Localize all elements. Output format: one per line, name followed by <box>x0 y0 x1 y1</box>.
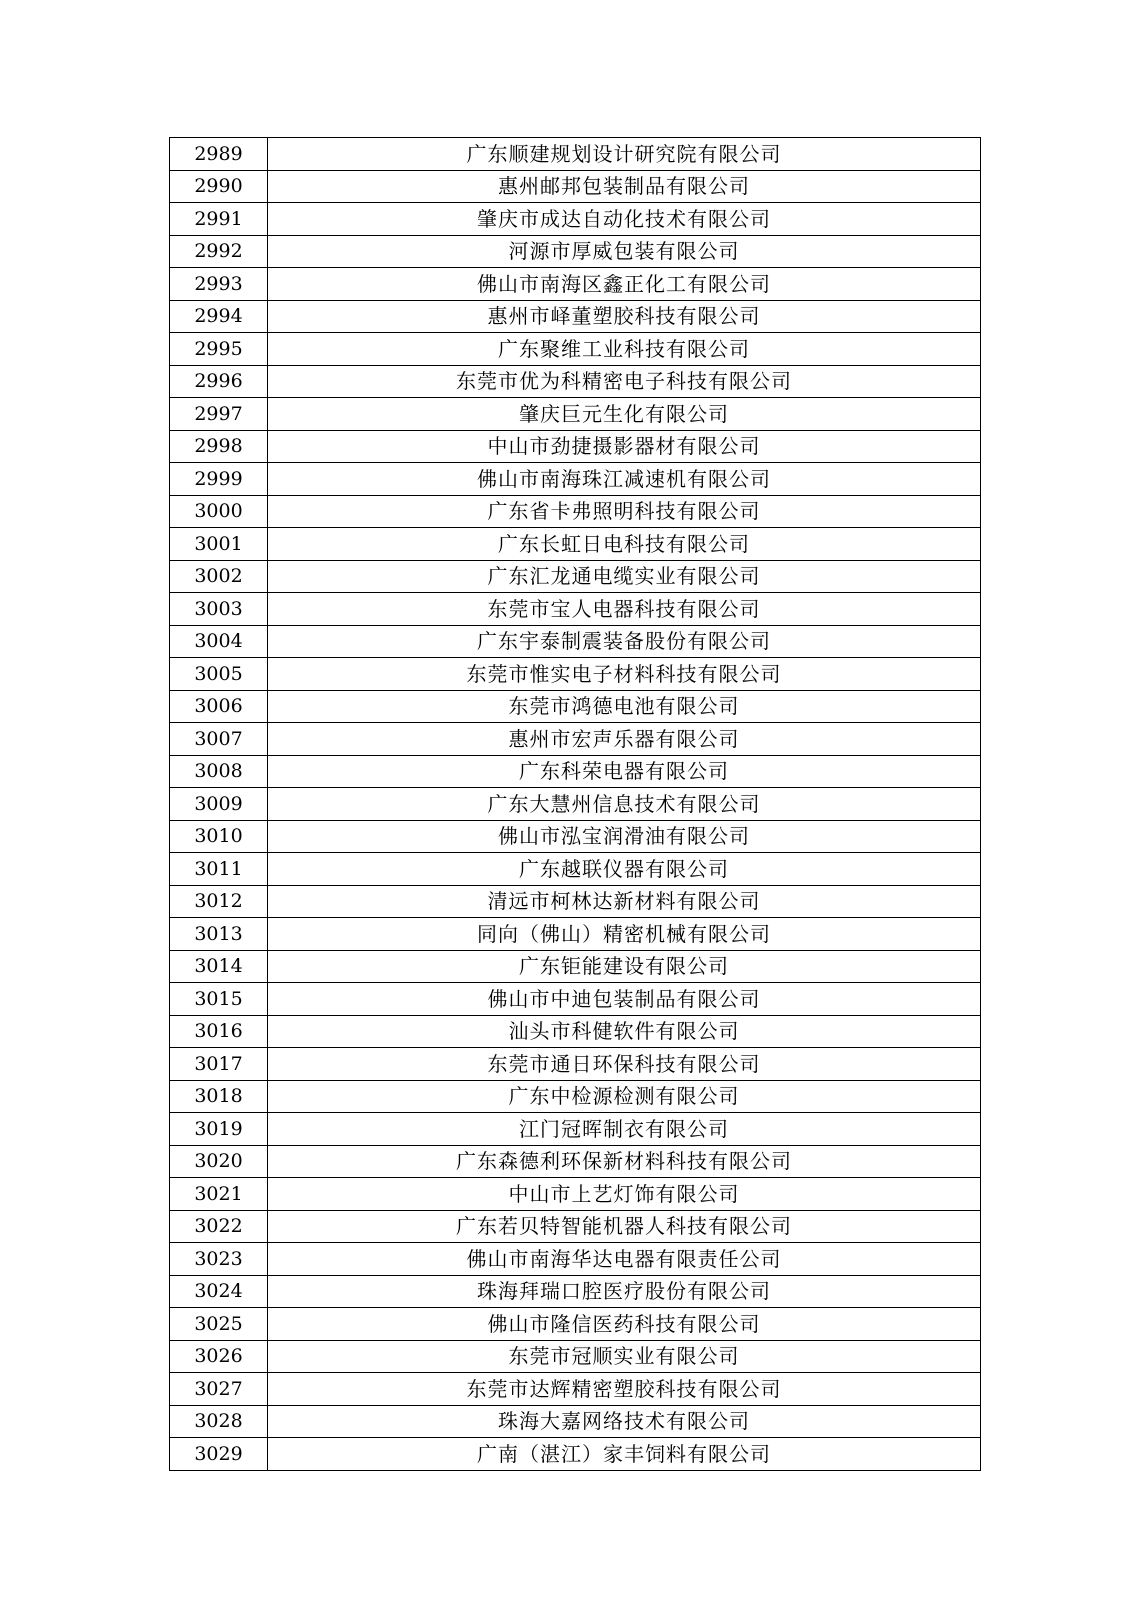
row-number-cell: 3015 <box>170 983 268 1016</box>
row-number-cell: 3000 <box>170 495 268 528</box>
table-row <box>170 1080 981 1113</box>
table-row <box>170 365 981 398</box>
row-number-cell: 3007 <box>170 723 268 756</box>
row-number-cell: 3017 <box>170 1048 268 1081</box>
company-name-cell: 广东顺建规划设计研究院有限公司 <box>268 138 981 171</box>
company-name-cell: 江门冠晖制衣有限公司 <box>268 1113 981 1146</box>
company-name-cell: 佛山市南海区鑫正化工有限公司 <box>268 268 981 301</box>
row-number-cell: 3022 <box>170 1210 268 1243</box>
table-row <box>170 885 981 918</box>
company-name-cell: 肇庆巨元生化有限公司 <box>268 398 981 431</box>
row-number-cell: 2998 <box>170 430 268 463</box>
row-number-cell: 3012 <box>170 885 268 918</box>
table-row <box>170 1275 981 1308</box>
row-number-cell: 3005 <box>170 658 268 691</box>
row-number-cell: 2999 <box>170 463 268 496</box>
row-number-cell: 2995 <box>170 333 268 366</box>
table-row <box>170 1178 981 1211</box>
table-row <box>170 170 981 203</box>
table-row <box>170 300 981 333</box>
table-row <box>170 1373 981 1406</box>
company-name-cell: 广东聚维工业科技有限公司 <box>268 333 981 366</box>
table-row <box>170 1405 981 1438</box>
company-name-cell: 东莞市鸿德电池有限公司 <box>268 690 981 723</box>
row-number-cell: 2996 <box>170 365 268 398</box>
table-row <box>170 593 981 626</box>
company-name-cell: 广东若贝特智能机器人科技有限公司 <box>268 1210 981 1243</box>
company-name-cell: 中山市劲捷摄影器材有限公司 <box>268 430 981 463</box>
row-number-cell: 3006 <box>170 690 268 723</box>
table-row <box>170 560 981 593</box>
table-row <box>170 430 981 463</box>
table-row <box>170 1340 981 1373</box>
company-name-cell: 东莞市通日环保科技有限公司 <box>268 1048 981 1081</box>
row-number-cell: 3027 <box>170 1373 268 1406</box>
table-row <box>170 918 981 951</box>
row-number-cell: 2993 <box>170 268 268 301</box>
company-name-cell: 惠州市宏声乐器有限公司 <box>268 723 981 756</box>
company-name-cell: 广东省卡弗照明科技有限公司 <box>268 495 981 528</box>
company-name-cell: 珠海拜瑞口腔医疗股份有限公司 <box>268 1275 981 1308</box>
company-name-cell: 东莞市优为科精密电子科技有限公司 <box>268 365 981 398</box>
table-row <box>170 658 981 691</box>
company-name-cell: 清远市柯林达新材料有限公司 <box>268 885 981 918</box>
table-row <box>170 755 981 788</box>
row-number-cell: 3021 <box>170 1178 268 1211</box>
row-number-cell: 3029 <box>170 1438 268 1471</box>
table-row <box>170 690 981 723</box>
company-name-cell: 广东科荣电器有限公司 <box>268 755 981 788</box>
company-name-cell: 珠海大嘉网络技术有限公司 <box>268 1405 981 1438</box>
company-name-cell: 广东森德利环保新材料科技有限公司 <box>268 1145 981 1178</box>
row-number-cell: 2990 <box>170 170 268 203</box>
row-number-cell: 3020 <box>170 1145 268 1178</box>
row-number-cell: 3026 <box>170 1340 268 1373</box>
table-row <box>170 853 981 886</box>
table-body <box>170 138 981 1471</box>
company-name-cell: 汕头市科健软件有限公司 <box>268 1015 981 1048</box>
table-row <box>170 495 981 528</box>
table-row <box>170 1048 981 1081</box>
row-number-cell: 2997 <box>170 398 268 431</box>
table-row <box>170 1113 981 1146</box>
table-row <box>170 528 981 561</box>
table-row <box>170 235 981 268</box>
table-row <box>170 625 981 658</box>
row-number-cell: 3023 <box>170 1243 268 1276</box>
row-number-cell: 2994 <box>170 300 268 333</box>
row-number-cell: 3010 <box>170 820 268 853</box>
row-number-cell: 3004 <box>170 625 268 658</box>
company-name-cell: 佛山市南海珠江减速机有限公司 <box>268 463 981 496</box>
row-number-cell: 3024 <box>170 1275 268 1308</box>
company-name-cell: 肇庆市成达自动化技术有限公司 <box>268 203 981 236</box>
row-number-cell: 3013 <box>170 918 268 951</box>
row-number-cell: 2992 <box>170 235 268 268</box>
company-name-cell: 东莞市惟实电子材料科技有限公司 <box>268 658 981 691</box>
table-row <box>170 398 981 431</box>
row-number-cell: 3003 <box>170 593 268 626</box>
row-number-cell: 2991 <box>170 203 268 236</box>
row-number-cell: 3002 <box>170 560 268 593</box>
table-row <box>170 788 981 821</box>
company-name-cell: 广东越联仪器有限公司 <box>268 853 981 886</box>
row-number-cell: 3016 <box>170 1015 268 1048</box>
table-row <box>170 1243 981 1276</box>
company-name-cell: 东莞市冠顺实业有限公司 <box>268 1340 981 1373</box>
company-name-cell: 同向（佛山）精密机械有限公司 <box>268 918 981 951</box>
company-name-cell: 河源市厚威包装有限公司 <box>268 235 981 268</box>
company-name-cell: 佛山市中迪包装制品有限公司 <box>268 983 981 1016</box>
company-name-cell: 佛山市南海华达电器有限责任公司 <box>268 1243 981 1276</box>
company-name-cell: 广南（湛江）家丰饲料有限公司 <box>268 1438 981 1471</box>
company-list-table <box>169 137 981 1471</box>
row-number-cell: 3028 <box>170 1405 268 1438</box>
table-row <box>170 463 981 496</box>
table-row <box>170 333 981 366</box>
row-number-cell: 2989 <box>170 138 268 171</box>
table-row <box>170 138 981 171</box>
company-name-cell: 广东宇泰制震装备股份有限公司 <box>268 625 981 658</box>
table-row <box>170 950 981 983</box>
company-name-cell: 东莞市达辉精密塑胶科技有限公司 <box>268 1373 981 1406</box>
table-row <box>170 1015 981 1048</box>
row-number-cell: 3018 <box>170 1080 268 1113</box>
table-row <box>170 203 981 236</box>
company-name-cell: 广东汇龙通电缆实业有限公司 <box>268 560 981 593</box>
table-row <box>170 983 981 1016</box>
table-row <box>170 1438 981 1471</box>
row-number-cell: 3014 <box>170 950 268 983</box>
company-name-cell: 惠州市峄董塑胶科技有限公司 <box>268 300 981 333</box>
company-name-cell: 佛山市隆信医药科技有限公司 <box>268 1308 981 1341</box>
company-name-cell: 佛山市泓宝润滑油有限公司 <box>268 820 981 853</box>
row-number-cell: 3019 <box>170 1113 268 1146</box>
row-number-cell: 3011 <box>170 853 268 886</box>
company-name-cell: 惠州邮邦包装制品有限公司 <box>268 170 981 203</box>
company-name-cell: 东莞市宝人电器科技有限公司 <box>268 593 981 626</box>
row-number-cell: 3025 <box>170 1308 268 1341</box>
row-number-cell: 3001 <box>170 528 268 561</box>
company-name-cell: 中山市上艺灯饰有限公司 <box>268 1178 981 1211</box>
table-row <box>170 268 981 301</box>
company-name-cell: 广东钜能建设有限公司 <box>268 950 981 983</box>
row-number-cell: 3009 <box>170 788 268 821</box>
table-row <box>170 1145 981 1178</box>
company-name-cell: 广东中检源检测有限公司 <box>268 1080 981 1113</box>
company-name-cell: 广东长虹日电科技有限公司 <box>268 528 981 561</box>
table-row <box>170 1210 981 1243</box>
company-name-cell: 广东大慧州信息技术有限公司 <box>268 788 981 821</box>
table-row <box>170 820 981 853</box>
table-row <box>170 723 981 756</box>
table-row <box>170 1308 981 1341</box>
row-number-cell: 3008 <box>170 755 268 788</box>
